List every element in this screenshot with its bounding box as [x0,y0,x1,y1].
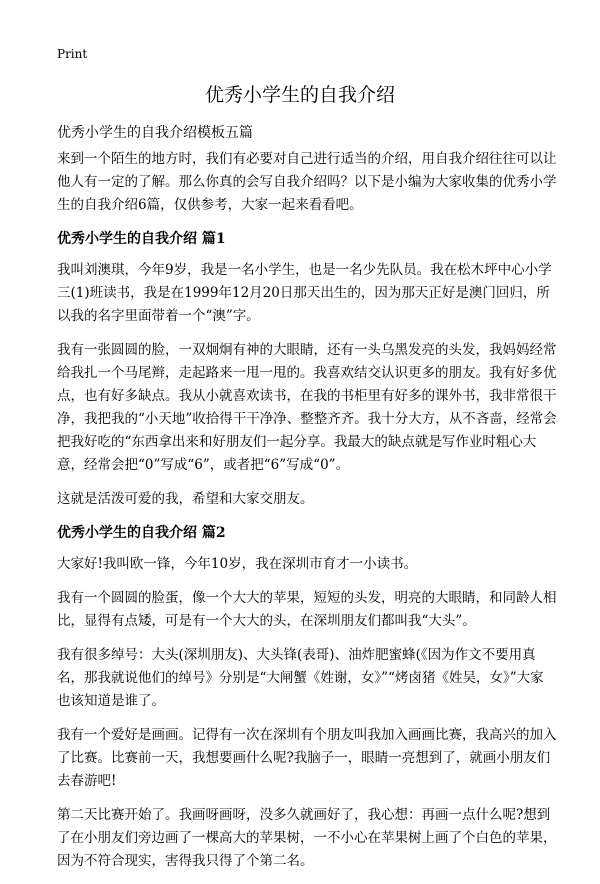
section-1-heading: 优秀小学生的自我介绍 篇1 [57,231,226,247]
section-2-paragraph: 我有很多绰号：大头(深圳朋友)、大头锋(表哥)、油炸肥蜜蜂(《因为作文不要用真名，那我就说他们的绰号》分别是“大闸蟹《姓谢，女》”“烤卤猪《姓吴，女》”大家也该知道是谁了。 [57,647,544,709]
section-1-paragraph: 我叫刘澳琪，今年9岁，我是一名小学生，也是一名少先队员。我在松木坪中心小学三(1)班读书，我是在1999年12月20日那天出生的，因为那天正好是澳门回归，所以我的名字里面带着一个“澳”字。 [57,262,552,324]
section-2-paragraph: 我有一个爱好是画画。记得有一次在深圳有个朋友叫我加入画画比赛，我高兴的加入了比赛。比赛前一天，我想要画什么呢?我脑子一，眼睛一亮想到了，就画小朋友们去春游吧! [57,727,557,789]
section-2-paragraph: 第二天比赛开始了。我画呀画呀，没多久就画好了，我心想：再画一点什么呢?想到了在小朋友们旁边画了一棵高大的苹果树，一不小心在苹果树上画了个白色的苹果，因为不符合现实，害得我只得了个第二名。 [57,807,557,869]
intro-paragraph: 来到一个陌生的地方时，我们有必要对自己进行适当的介绍，用自我介绍往往可以让他人有一定的了解。那么你真的会写自我介绍吗？以下是小编为大家收集的优秀小学生的自我介绍6篇，仅供参考，大家一起来看看吧。 [57,151,557,213]
section-2-paragraph: 大家好!我叫欧一锋，今年10岁，我在深圳市育才一小读书。 [57,556,418,572]
page-subtitle: 优秀小学生的自我介绍模板五篇 [57,125,253,141]
section-2-heading: 优秀小学生的自我介绍 篇2 [57,525,226,541]
section-1-paragraph: 我有一张圆圆的脸，一双炯炯有神的大眼睛，还有一头乌黑发亮的头发，我妈妈经常给我扎一个马尾辫，走起路来一甩一甩的。我喜欢结交认识更多的朋友。我有好多优点，也有好多缺点。我从小就喜欢读书，在我的书柜里有好多的课外书，我非常很干净，我把我的“小天地”收拾得干干净净、整整齐齐。我十分大方，从不吝啬，经常会把我好吃的“东西拿出来和好朋友们一起分享。我最大的缺点就是写作业时粗心大意，经常会把“0”写成“6”，或者把“6”写成“0”。 [57,342,557,473]
section-2-paragraph: 我有一个圆圆的脸蛋，像一个大大的苹果，短短的头发，明亮的大眼睛，和同龄人相比，显得有点矮，可是有一个大大的头，在深圳朋友们都叫我“大头”。 [57,590,557,629]
print-link[interactable]: Print [57,47,88,61]
section-1-paragraph: 这就是活泼可爱的我，希望和大家交朋友。 [57,491,314,507]
page-title: 优秀小学生的自我介绍 [204,84,395,106]
article-body [57,148,557,884]
